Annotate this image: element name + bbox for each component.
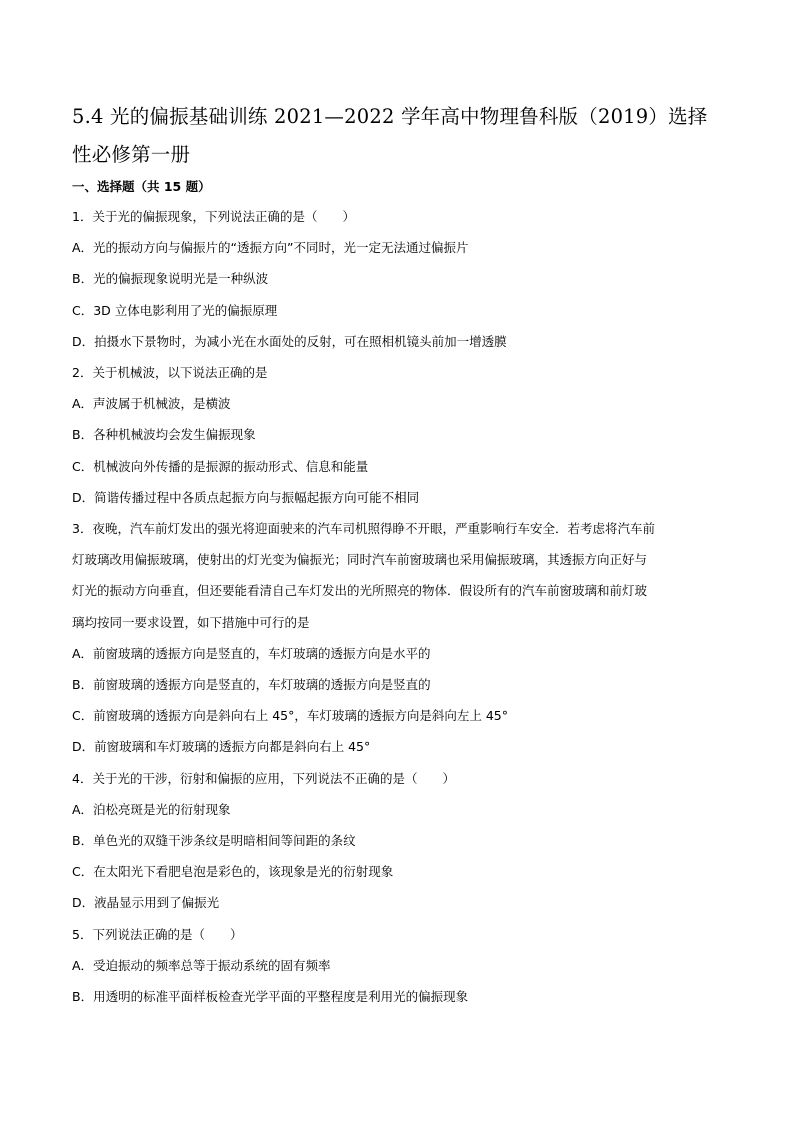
question-4	[72, 763, 732, 919]
question-stem-line-4: 璃均按同一要求设置，如下措施中可行的是	[72, 614, 310, 630]
option-d: D．前窗玻璃和车灯玻璃的透振方向都是斜向右上 45°	[72, 739, 371, 755]
option-d: D．简谐传播过程中各质点起振方向与振幅起振方向可能不相同	[72, 489, 420, 505]
question-stem-line-1: 3．夜晚，汽车前灯发出的强光将迎面驶来的汽车司机照得睁不开眼，严重影响行车安全．若考虑将汽车前	[72, 521, 655, 537]
option-b: B．前窗玻璃的透振方向是竖直的，车灯玻璃的透振方向是竖直的	[72, 677, 431, 693]
question-stem-line-3: 灯光的振动方向垂直，但还要能看清自己车灯发出的光所照亮的物体．假设所有的汽车前窗玻璃和前灯玻	[72, 583, 648, 599]
option-d: D．拍摄水下景物时，为减小光在水面处的反射，可在照相机镜头前加一增透膜	[72, 333, 507, 349]
option-a: A．泊松亮斑是光的衍射现象	[72, 801, 231, 817]
option-c: C．机械波向外传播的是振源的振动形式、信息和能量	[72, 458, 369, 474]
option-c: C．3D 立体电影利用了光的偏振原理	[72, 302, 278, 318]
question-stem-line-2: 灯玻璃改用偏振玻璃，使射出的灯光变为偏振光；同时汽车前窗玻璃也采用偏振玻璃，其透振方向正好与	[72, 552, 648, 568]
question-1	[72, 201, 732, 357]
document-page	[72, 98, 732, 1012]
question-5	[72, 919, 732, 1013]
document-title-line-1: 5.4 光的偏振基础训练 2021—2022 学年高中物理鲁科版（2019）选择	[72, 105, 708, 128]
question-stem: 4．关于光的干涉，衍射和偏振的应用，下列说法不正确的是（ ）	[72, 770, 455, 786]
option-b: B．光的偏振现象说明光是一种纵波	[72, 271, 269, 287]
option-b: B．各种机械波均会发生偏振现象	[72, 427, 256, 443]
option-d: D．液晶显示用到了偏振光	[72, 895, 220, 911]
option-b: B．用透明的标准平面样板检查光学平面的平整程度是利用光的偏振现象	[72, 989, 469, 1005]
option-a: A．前窗玻璃的透振方向是竖直的，车灯玻璃的透振方向是水平的	[72, 645, 431, 661]
question-2	[72, 357, 732, 513]
section-heading: 一、选择题（共 15 题）	[72, 179, 211, 194]
option-a: A．声波属于机械波，是横波	[72, 396, 231, 412]
document-title	[72, 98, 732, 174]
option-a: A．光的振动方向与偏振片的“透振方向”不同时，光一定无法通过偏振片	[72, 240, 469, 256]
question-stem: 5．下列说法正确的是（ ）	[72, 926, 243, 942]
option-a: A．受迫振动的频率总等于振动系统的固有频率	[72, 957, 331, 973]
option-c: C．在太阳光下看肥皂泡是彩色的，该现象是光的衍射现象	[72, 864, 394, 880]
question-stem: 2．关于机械波，以下说法正确的是	[72, 365, 268, 381]
option-b: B．单色光的双缝干涉条纹是明暗相间等间距的条纹	[72, 833, 356, 849]
question-stem: 1．关于光的偏振现象，下列说法正确的是（ ）	[72, 209, 355, 224]
question-3	[72, 513, 732, 763]
document-title-line-2: 性必修第一册	[72, 143, 191, 166]
option-c: C．前窗玻璃的透振方向是斜向右上 45°，车灯玻璃的透振方向是斜向左上 45°	[72, 708, 508, 724]
